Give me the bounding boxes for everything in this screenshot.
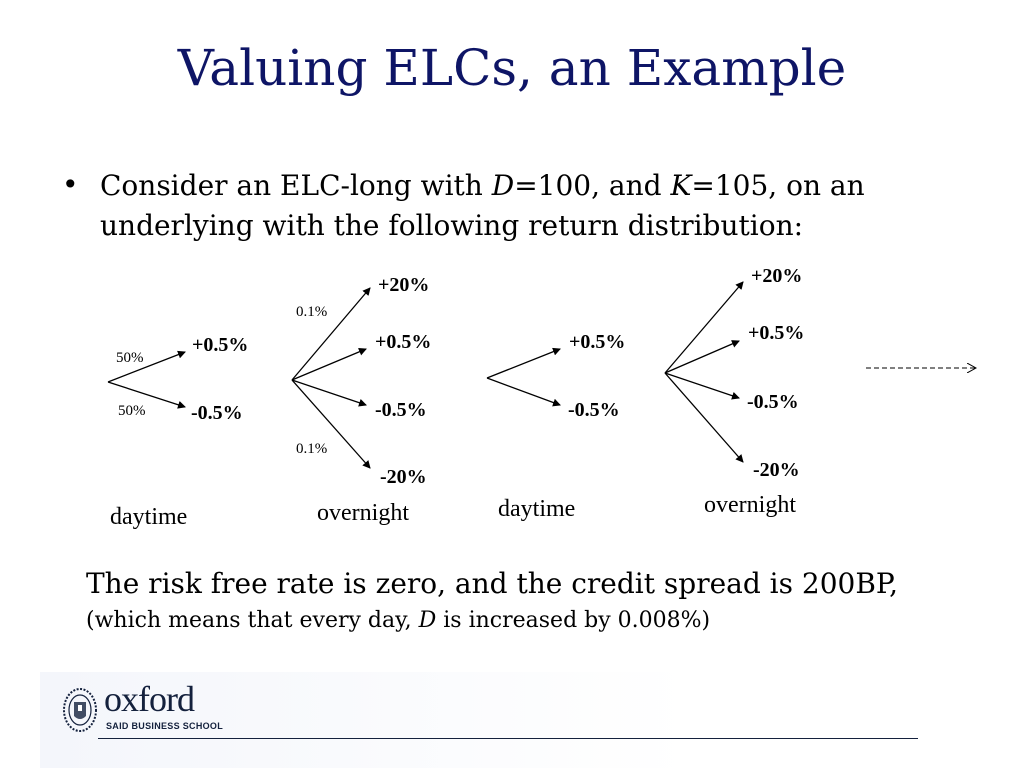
prob-day1-up: 50%	[116, 350, 144, 366]
university-crest-icon	[62, 686, 98, 734]
bullet-symbol: •	[62, 168, 79, 201]
branch-night1-upbig	[292, 288, 370, 380]
label-daytime-1: daytime	[110, 504, 188, 530]
ret-night1-upbig: +20%	[378, 274, 430, 296]
bullet-text-part3: =105, on an underlying with the following return distribution:	[100, 169, 865, 242]
branch-night2-up	[665, 341, 739, 373]
bullet-text	[100, 166, 980, 246]
ret-day1-up: +0.5%	[192, 334, 249, 356]
label-overnight-1: overnight	[317, 500, 409, 526]
return-tree-diagram	[0, 255, 1024, 545]
bullet-text-part1: Consider an ELC-long with	[100, 169, 492, 202]
branch-night1-up	[292, 349, 366, 380]
note-line-2	[86, 606, 710, 636]
slide-title: Valuing ELCs, an Example	[177, 39, 847, 97]
prob-day1-down: 50%	[118, 403, 146, 419]
prob-night1-up: 0.1%	[296, 304, 328, 320]
prob-night1-down: 0.1%	[296, 441, 328, 457]
branch-day2-up	[487, 349, 560, 378]
footer-rule	[98, 738, 918, 739]
branch-day2-down	[487, 378, 560, 405]
ret-night1-down: -0.5%	[375, 399, 427, 421]
ret-night2-up: +0.5%	[748, 322, 805, 344]
bullet-text-part2: =100, and	[514, 169, 671, 202]
variable-k: K	[670, 169, 692, 202]
ret-night2-downbig: -20%	[753, 459, 800, 481]
ret-day1-down: -0.5%	[191, 402, 243, 424]
label-daytime-2: daytime	[498, 496, 576, 522]
oxford-logo-wordmark: oxford	[104, 679, 194, 719]
note-line-2-part1: (which means that every day,	[86, 608, 419, 633]
ret-night1-downbig: -20%	[380, 466, 427, 488]
ret-day2-up: +0.5%	[569, 331, 626, 353]
note-line-1: The risk free rate is zero, and the credit spread is 200BP,	[86, 567, 898, 600]
ret-night2-down: -0.5%	[747, 391, 799, 413]
ret-day2-down: -0.5%	[568, 399, 620, 421]
note-line-2-part2: is increased by 0.008%)	[436, 608, 711, 633]
branch-night2-upbig	[665, 282, 743, 373]
label-overnight-2: overnight	[704, 492, 796, 518]
logo-subtitle: SAID BUSINESS SCHOOL	[106, 721, 224, 731]
ret-night1-up: +0.5%	[375, 331, 432, 353]
ret-night2-upbig: +20%	[751, 265, 803, 287]
note-variable-d: D	[418, 608, 437, 633]
variable-d: D	[491, 169, 515, 202]
